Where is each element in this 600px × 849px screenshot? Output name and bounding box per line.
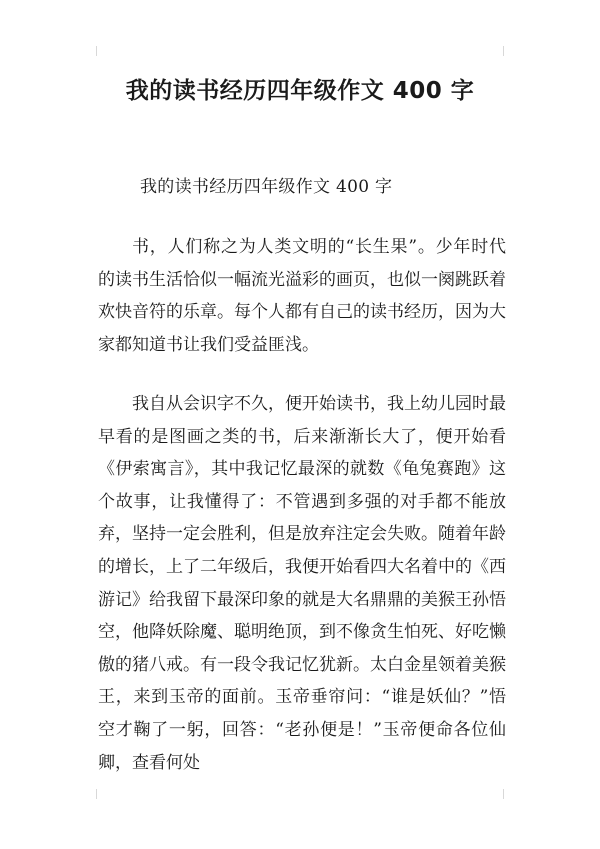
paragraph-2: 我自从会识字不久，便开始读书，我上幼儿园时最早看的是图画之类的书，后来渐渐长大了，便开始看《伊索寓言》，其中我记忆最深的就数《龟兔赛跑》这个故事，让我懂得了：不管遇到多强的对手都不能放弃，坚持一定会胜利，但是放弃注定会失败。随着年龄的增长，上了二年级后，我便开始看四大名着中的《西游记》给我留下最深印象的就是大名鼎鼎的美猴王孙悟空，他降妖除魔、聪明绝顶，到不像贪生怕死、好吃懒傲的猪八戒。有一段令我记忆犹新。太白金星领着美猴王，来到玉帝的面前。玉帝垂帘问：“谁是妖仙？”悟空才鞠了一躬，回答：“老孙便是！”玉帝便命各位仙卿，查看何处 — [98, 394, 506, 773]
corner-crop-mark — [96, 46, 97, 56]
paragraph-1: 书，人们称之为人类文明的“长生果”。少年时代的读书生活恰似一幅流光溢彩的画页，也似一阕跳跃着欢快音符的乐章。每个人都有自己的读书经历，因为大家都知道书让我们受益匪浅。 — [98, 237, 506, 355]
corner-crop-mark — [503, 789, 504, 799]
document-title: 我的读书经历四年级作文 400 字 — [125, 78, 475, 104]
corner-crop-mark — [503, 46, 504, 56]
document-subtitle: 我的读书经历四年级作文 400 字 — [140, 177, 393, 197]
corner-crop-mark — [96, 789, 97, 799]
